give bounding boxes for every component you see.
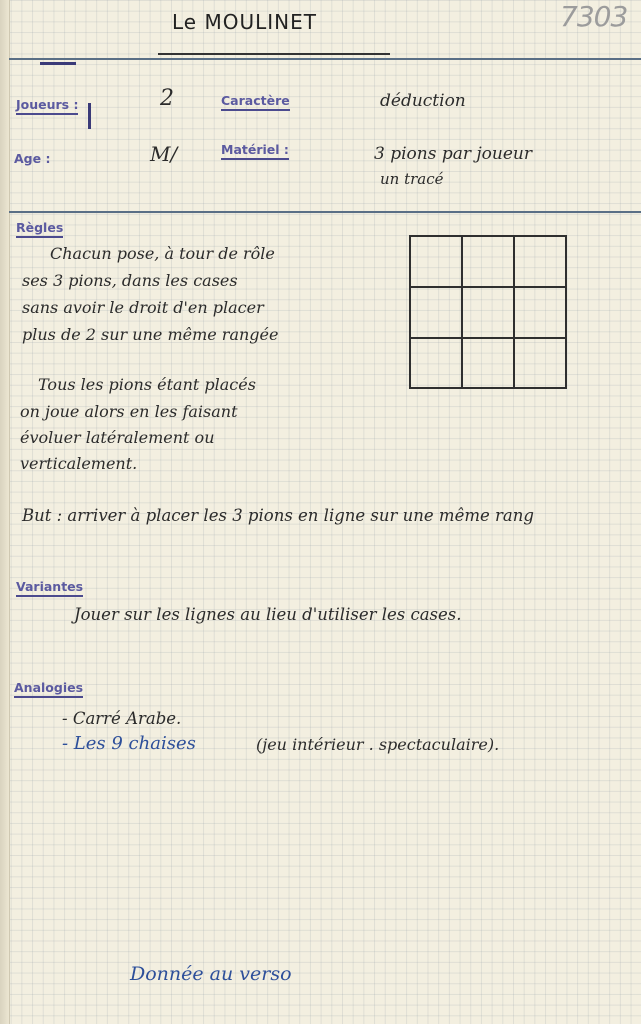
analogies-item-2-note: (jeu intérieur . spectaculaire). (256, 735, 500, 754)
age-value: M/ (150, 142, 178, 166)
analogies-item-1: - Carré Arabe. (62, 709, 182, 728)
board-line (409, 337, 567, 339)
board-line (565, 235, 567, 389)
materiel-value-1: 3 pions par joueur (374, 144, 532, 164)
board-line (409, 387, 567, 389)
analogies-label: Analogies (14, 680, 83, 698)
stamp-mark (40, 62, 76, 65)
analogies-item-2: - Les 9 chaises (62, 733, 196, 754)
joueurs-value: 2 (160, 86, 174, 111)
catalog-number: 7303 (560, 0, 628, 33)
joueurs-label: Joueurs : (16, 97, 78, 115)
regles-line-5: Tous les pions étant placés (38, 375, 256, 394)
fields-rule (9, 211, 641, 213)
page-title: Le MOULINET (172, 10, 317, 34)
board-line (513, 235, 515, 389)
caractere-value: déduction (380, 91, 466, 111)
regles-line-3: sans avoir le droit d'en placer (22, 298, 264, 317)
regles-line-6: on joue alors en les faisant (20, 402, 238, 421)
variantes-label: Variantes (16, 579, 83, 597)
regles-line-8: verticalement. (20, 454, 138, 473)
age-label: Age : (14, 151, 51, 166)
caractere-label: Caractère (221, 93, 290, 111)
regles-line-7: évoluer latéralement ou (20, 428, 215, 447)
regles-line-1: Chacun pose, à tour de rôle (50, 244, 275, 263)
board-line (409, 235, 567, 237)
materiel-value-2: un tracé (380, 170, 444, 188)
board-line (461, 235, 463, 389)
board-diagram (409, 235, 567, 389)
header-rule (9, 58, 641, 60)
board-line (409, 286, 567, 288)
joueurs-bracket (88, 103, 91, 129)
card-edge (0, 0, 10, 1024)
regles-label: Règles (16, 220, 63, 238)
variantes-text: Jouer sur les lignes au lieu d'utiliser les cases. (74, 605, 462, 624)
regles-line-2: ses 3 pions, dans les cases (22, 271, 238, 290)
regles-but: But : arriver à placer les 3 pions en ligne sur une même rang (22, 506, 534, 525)
board-line (409, 235, 411, 389)
regles-line-4: plus de 2 sur une même rangée (22, 325, 279, 344)
materiel-label: Matériel : (221, 142, 289, 160)
footer-note: Donnée au verso (130, 963, 292, 985)
title-underline (158, 53, 390, 55)
